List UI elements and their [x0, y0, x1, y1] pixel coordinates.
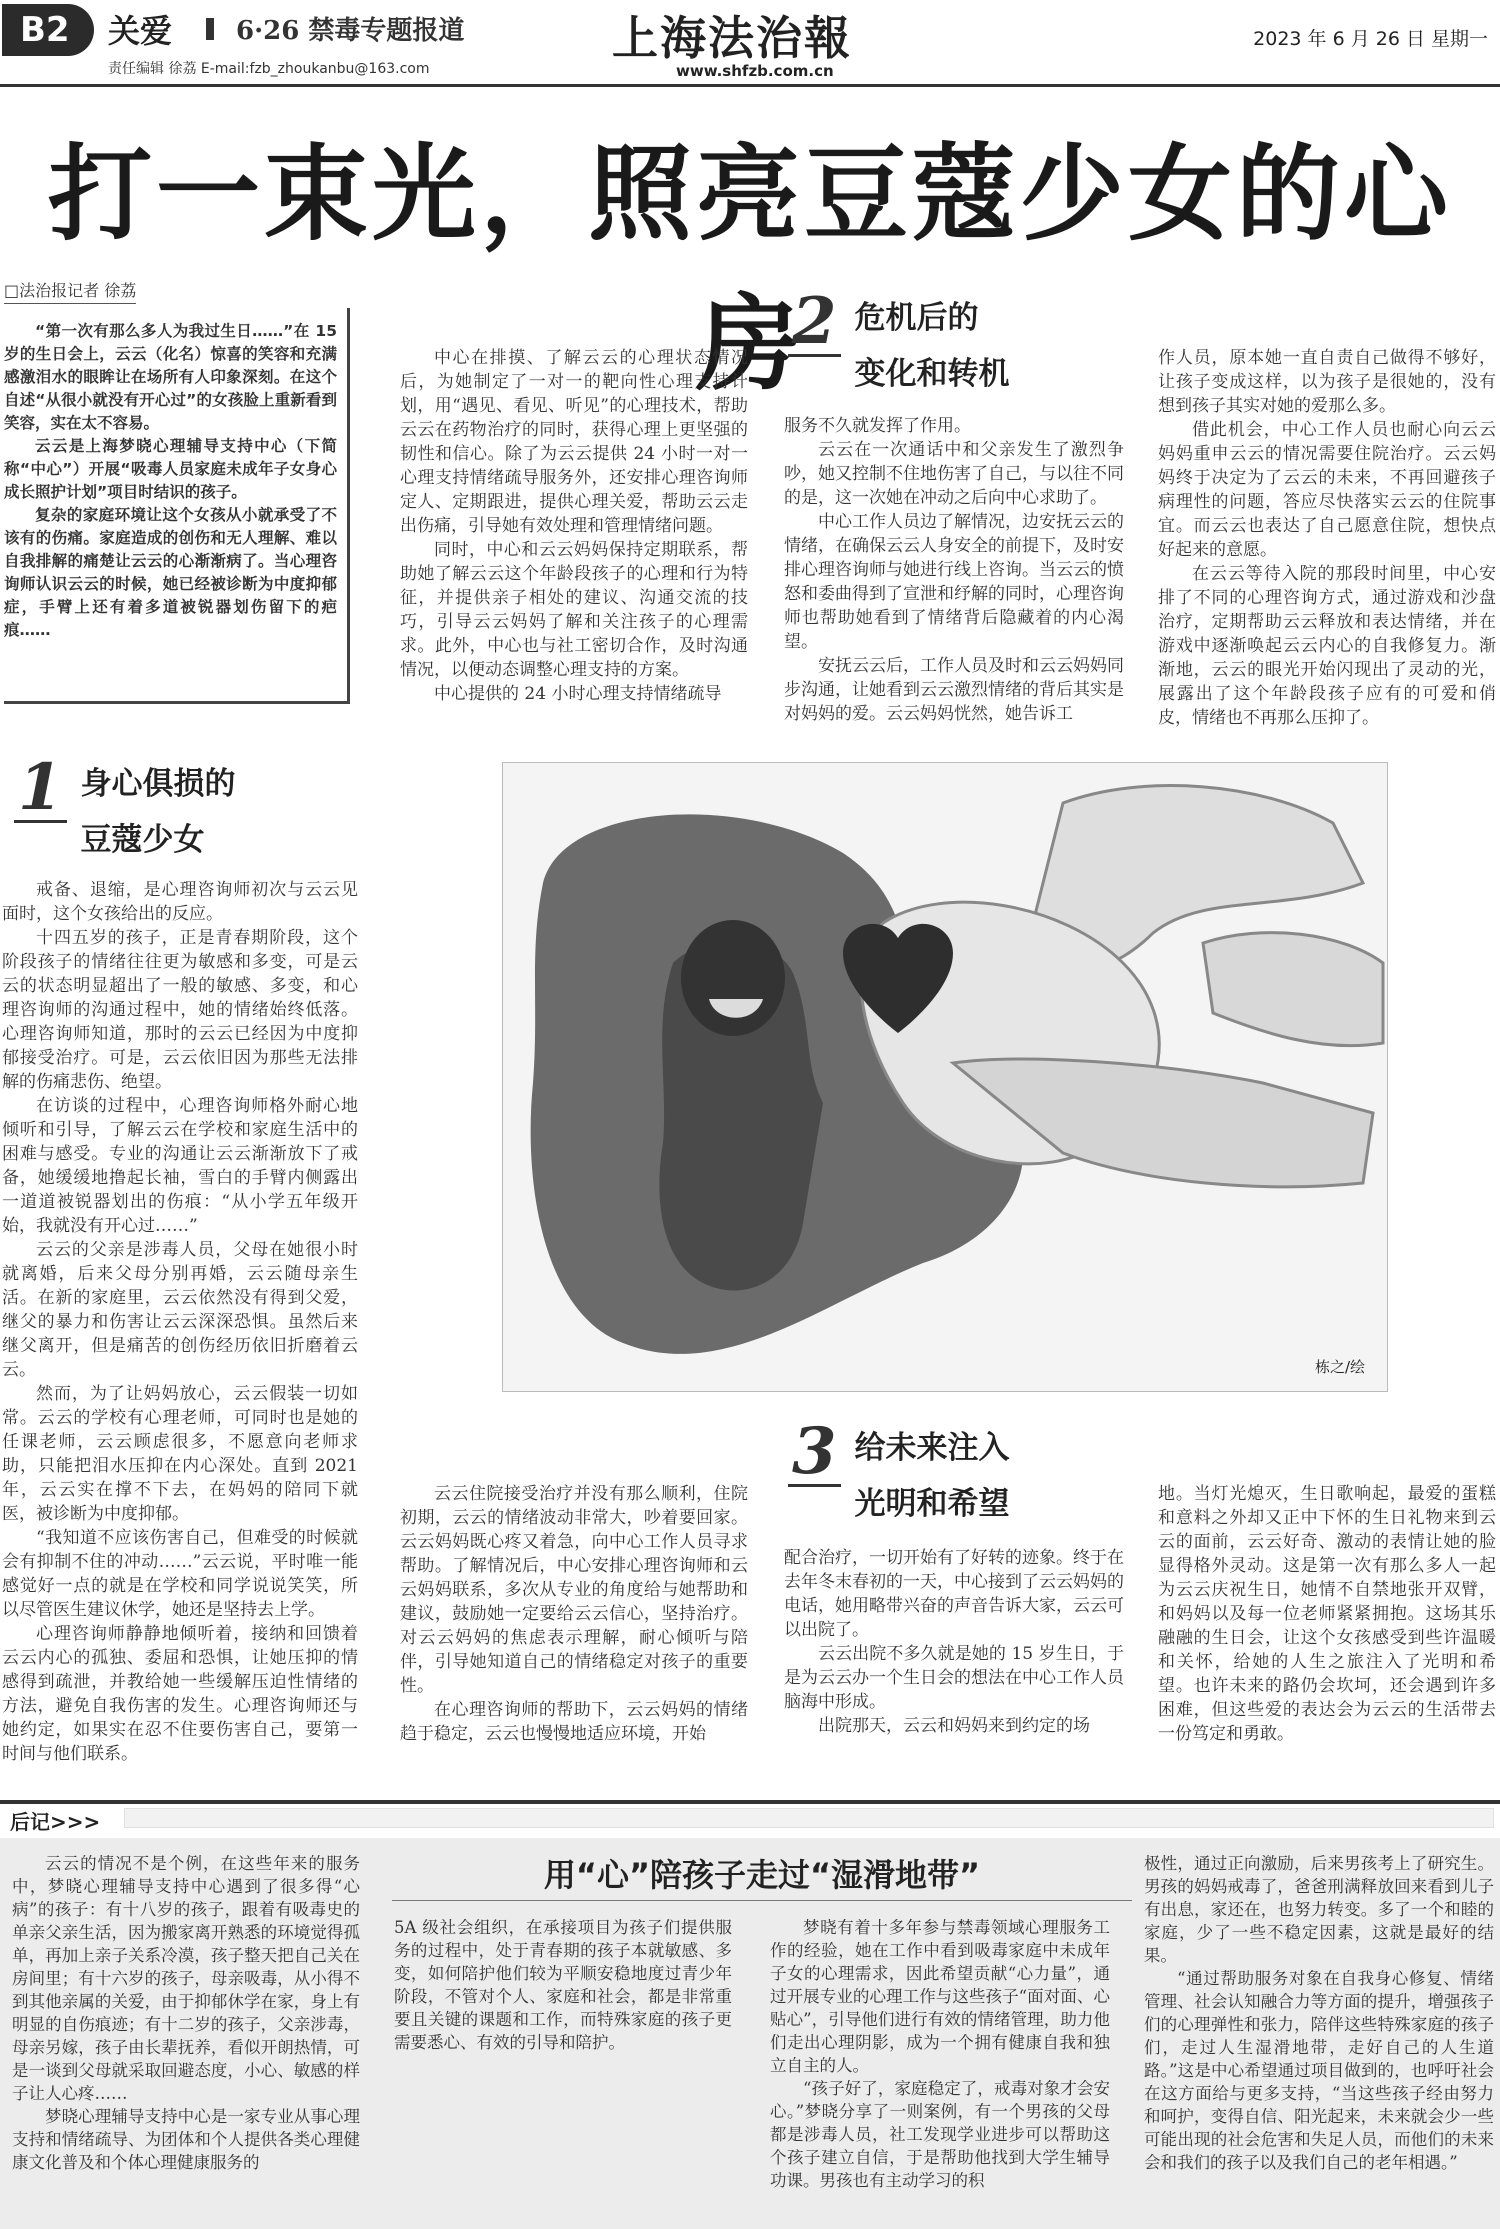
section-1-title-line1: 身心俱损的 — [80, 766, 236, 802]
afterword-column-3 — [770, 1916, 1110, 2192]
body-paragraph: 中心工作人员边了解情况，边安抚云云的情绪，在确保云云人身安全的前提下，及时安排心理咨询师与她进行线上咨询。当云云的愤怒和委曲得到了宣泄和纾解的同时，心理咨询师也帮助她看到了情绪背后隐藏着的内心渴望。 — [784, 512, 1124, 652]
afterword-title-rule — [392, 1900, 1132, 1901]
article-column-2-top — [400, 346, 748, 706]
section-2-title-line2: 变化和转机 — [854, 356, 1010, 392]
lead-paragraph: 云云是上海梦晓心理辅导支持中心（下简称“中心”）开展“吸毒人员家庭未成年子女身心成长照护计划”项目时结识的孩子。 — [4, 437, 337, 501]
illustration-credit: 栋之/绘 — [1314, 1358, 1365, 1376]
issue-date: 2023 年 6 月 26 日 星期一 — [1253, 28, 1488, 50]
article-column-3-bottom — [784, 1546, 1124, 1738]
afterword-label: 后记>>> — [10, 1810, 101, 1834]
article-column-4-top — [1158, 346, 1496, 730]
body-paragraph: 在云云等待入院的那段时间里，中心安排了不同的心理咨询方式，通过游戏和沙盘治疗，定期帮助云云释放和表达情绪，并在游戏中逐渐唤起云云内心的自我修复力。渐渐地，云云的眼光开始闪现出了灵动的光，展露出了这个年龄段孩子应有的可爱和俏皮，情绪也不再那么压抑了。 — [1158, 564, 1496, 728]
section-1-heading — [14, 750, 236, 868]
section-1-number: 1 — [14, 756, 67, 823]
body-paragraph: 中心提供的 24 小时心理支持情绪疏导 — [434, 684, 722, 704]
lead-summary — [4, 308, 350, 704]
body-paragraph: “通过帮助服务对象在自我身心修复、情绪管理、社会认知融合力等方面的提升，增强孩子们的心理弹性和张力，陪伴这些特殊家庭的孩子们，走过人生湿滑地带，走好自己的人生道路。”这是中心希望通过项目做到的，也呼吁社会在这方面给与更多支持，“当这些孩子经由努力和呵护，变得自信、阳光起来，未来就会少一些可能出现的社会危害和失足人员，而他们的未来会和我们的孩子以及我们自己的老年相遇。” — [1144, 1969, 1494, 2172]
hand-right — [1203, 933, 1383, 1046]
body-paragraph: 云云的情况不是个例，在这些年来的服务中，梦晓心理辅导支持中心遇到了很多得“心病”的孩子：有十八岁的孩子，跟着有吸毒史的单亲父亲生活，因为搬家离开熟悉的环境觉得孤单，再加上亲子关系冷漠，孩子整天把自己关在房间里；有十六岁的孩子，母亲吸毒，从小得不到其他亲属的关爱，由于抑郁休学在家，身上有明显的自伤痕迹；有十二岁的孩子，父亲涉毒，母亲另嫁，孩子由长辈抚养，看似开朗热情，可是一谈到父母就采取回避态度，小心、敏感的样子让人心疼…… — [12, 1854, 360, 2103]
body-paragraph: 云云在一次通话中和父亲发生了激烈争吵，她又控制不住地伤害了自己，与以往不同的是，这一次她在冲动之后向中心求助了。 — [784, 440, 1124, 508]
afterword-column-4 — [1144, 1852, 1494, 2174]
website-link[interactable]: www.shfzb.com.cn — [676, 62, 834, 80]
article-headline: 打一束光，照亮豆蔻少女的心房 — [47, 133, 1452, 405]
body-paragraph: 心理咨询师静静地倾听着，接纳和回馈着云云内心的孤独、委屈和恐惧，让她压抑的情感得到疏泄，并教给她一些缓解压迫性情绪的方法，避免自我伤害的发生。心理咨询师还与她约定，如果实在忍不住要伤害自己，要第一时间与他们联系。 — [2, 1624, 358, 1764]
body-paragraph: 梦晓心理辅导支持中心是一家专业从事心理支持和情绪疏导、为团体和个人提供各类心理健康文化普及和个体心理健康服务的 — [12, 2107, 360, 2172]
afterword-title: 用“心”陪孩子走过“湿滑地带” — [543, 1856, 981, 1894]
body-paragraph: 云云出院不多久就是她的 15 岁生日，于是为云云办一个生日会的想法在中心工作人员脑海中形成。 — [784, 1644, 1124, 1712]
body-paragraph: 同时，中心和云云妈妈保持定期联系，帮助她了解云云这个年龄段孩子的心理和行为特征，并提供亲子相处的建议、沟通交流的技巧，引导云云妈妈了解和关注孩子的心理需求。此外，中心也与社工密切合作，及时沟通情况，以便动态调整心理支持的方案。 — [400, 540, 748, 680]
afterword-column-2 — [394, 1916, 732, 2054]
girl-head — [681, 920, 785, 1036]
newspaper-masthead: 上海法治報 — [612, 11, 852, 65]
body-paragraph: 云云的父亲是涉毒人员，父母在她很小时就离婚，后来父母分别再婚，云云随母亲生活。在新的家庭里，云云依然没有得到父爱，继父的暴力和伤害让云云深深恐惧。虽然后来继父离开，但是痛苦的创伤经历依旧折磨着云云。 — [2, 1240, 358, 1380]
lead-paragraph: “第一次有那么多人为我过生日……”在 15 岁的生日会上，云云（化名）惊喜的笑容和充满感激泪水的眼眸让在场所有人印象深刻。在这个自述“从很小就没有开心过”的女孩脸上重新看到笑容，实在太不容易。 — [4, 322, 337, 432]
afterword-column-1 — [12, 1852, 360, 2174]
lead-paragraph: 复杂的家庭环境让这个女孩从小就承受了不该有的伤痛。家庭造成的创伤和无人理解、难以自我排解的痛楚让云云的心渐渐病了。当心理咨询师认识云云的时候，她已经被诊断为中度抑郁症，手臂上还有着多道被锐器划伤留下的疤痕…… — [4, 506, 337, 639]
article-column-4-bottom — [1158, 1482, 1496, 1746]
section-2-heading — [788, 284, 1010, 402]
header-rule — [0, 84, 1500, 87]
body-paragraph: “孩子好了，家庭稳定了，戒毒对象才会安心。”梦晓分享了一则案例，有一个男孩的父母都是涉毒人员，社工发现学业进步可以帮助这个孩子建立自信，于是帮助他找到大学生辅导功课。男孩也有主动学习的积 — [770, 2079, 1110, 2190]
body-paragraph: 借此机会，中心工作人员也耐心向云云妈妈重申云云的情况需要住院治疗。云云妈妈终于决定为了云云的未来，不再回避孩子病理性的问题，答应尽快落实云云的住院事宜。而云云也表达了自己愿意住院，想快点好起来的意愿。 — [1158, 420, 1496, 560]
section-name: 关爱 — [108, 12, 173, 50]
body-paragraph: 地。当灯光熄灭，生日歌响起，最爱的蛋糕和意料之外却又正中下怀的生日礼物来到云云的面前，云云好奇、激动的表情让她的脸显得格外灵动。这是第一次有那么多人一起为云云庆祝生日，她情不自禁地张开双臂，和妈妈以及每一位老师紧紧拥抱。这场其乐融融的生日会，让这个女孩感受到些许温暖和关怀，给她的人生之旅注入了光明和希望。也许未来的路仍会坎坷，还会遇到许多困难，但这些爱的表达会为云云的生活带去一份笃定和勇敢。 — [1158, 1484, 1496, 1744]
body-paragraph: 服务不久就发挥了作用。 — [784, 416, 971, 436]
page-number-badge: B2 — [2, 4, 94, 56]
body-paragraph: 戒备、退缩，是心理咨询师初次与云云见面时，这个女孩给出的反应。 — [2, 880, 358, 924]
body-paragraph: 十四五岁的孩子，正是青春期阶段，这个阶段孩子的情绪往往更为敏感和多变，可是云云的状态明显超出了一般的敏感、多变，和心理咨询师的沟通过程中，她的情绪始终低落。心理咨询师知道，那时的云云已经因为中度抑郁接受治疗。可是，云云依旧因为那些无法排解的伤痛悲伤、绝望。 — [2, 928, 358, 1092]
section-subtitle: 6·26 禁毒专题报道 — [236, 16, 465, 46]
section-3-title-line1: 给未来注入 — [854, 1430, 1010, 1466]
article-column-3-top — [784, 414, 1124, 726]
section-3-number: 3 — [788, 1420, 841, 1487]
byline: □法治报记者 徐荔 — [4, 278, 136, 304]
section-divider — [206, 18, 214, 40]
body-paragraph: 出院那天，云云和妈妈来到约定的场 — [818, 1716, 1090, 1736]
body-paragraph: “我知道不应该伤害自己，但难受的时候就会有抑制不住的冲动……”云云说，平时唯一能感觉好一点的就是在学校和同学说说笑笑，所以尽管医生建议休学，她还是坚持去上学。 — [2, 1528, 358, 1620]
body-paragraph: 梦晓有着十多年参与禁毒领域心理服务工作的经验，她在工作中看到吸毒家庭中未成年子女的心理需求，因此希望贡献“心力量”，通过开展专业的心理工作与这些孩子“面对面、心贴心”，引导他们进行有效的情绪管理，助力他们走出心理阴影，成为一个拥有健康自我和独立自主的人。 — [770, 1918, 1110, 2075]
body-paragraph: 作人员，原本她一直自责自己做得不够好，让孩子变成这样，以为孩子是很她的，没有想到孩子其实对她的爱那么多。 — [1158, 348, 1496, 416]
section-2-number: 2 — [788, 290, 841, 357]
afterword-bar — [124, 1808, 1494, 1828]
body-paragraph: 极性，通过正向激励，后来男孩考上了研究生。男孩的妈妈戒毒了，爸爸刑满释放回来看到儿子有出息，家还在，也努力转变。多了一个和睦的家庭，少了一些不稳定因素，这就是最好的结果。 — [1144, 1854, 1494, 1965]
illustration-drawing — [503, 763, 1388, 1392]
body-paragraph: 中心在排摸、了解云云的心理状态情况后，为她制定了一对一的靶向性心理支持计划，用“遇见、看见、听见”的心理技术，帮助云云在药物治疗的同时，获得心理上更坚强的韧性和信心。除了为云云提供 24 小时一对一心理支持情绪疏导服务外，还安排心理咨询师定人、定期跟进，提供心理关爱，帮助云云走出伤痛，引导她有效处理和管理情绪问题。 — [400, 348, 748, 536]
section-3-heading — [788, 1414, 1010, 1532]
article-column-1 — [2, 878, 358, 1766]
section-2-title-line1: 危机后的 — [854, 300, 979, 336]
article-column-2-bottom — [400, 1482, 748, 1746]
section-3-title-line2: 光明和希望 — [854, 1486, 1010, 1522]
article-illustration — [502, 762, 1388, 1392]
body-paragraph: 云云住院接受治疗并没有那么顺利，住院初期，云云的情绪波动非常大，吵着要回家。云云妈妈既心疼又着急，向中心工作人员寻求帮助。了解情况后，中心安排心理咨询师和云云妈妈联系，多次从专业的角度给与她帮助和建议，鼓励她一定要给云云信心，坚持治疗。对云云妈妈的焦虑表示理解，耐心倾听与陪伴，引导她知道自己的情绪稳定对孩子的重要性。 — [400, 1484, 748, 1696]
body-paragraph: 5A 级社会组织，在承接项目为孩子们提供服务的过程中，处于青春期的孩子本就敏感、多变，如何陪护他们较为平顺安稳地度过青少年阶段，不管对个人、家庭和社会，都是非常重要且关键的课题和工作，而特殊家庭的孩子更需要悉心、有效的引导和陪护。 — [394, 1918, 732, 2052]
body-paragraph: 安抚云云后，工作人员及时和云云妈妈同步沟通，让她看到云云激烈情绪的背后其实是对妈妈的爱。云云妈妈恍然，她告诉工 — [784, 656, 1124, 724]
body-paragraph: 然而，为了让妈妈放心，云云假装一切如常。云云的学校有心理老师，可同时也是她的任课老师，云云顾虑很多，不愿意向老师求助，只能把泪水压抑在内心深处。直到 2021 年，云云实在撑不下去，在妈妈的陪同下就医，被诊断为中度抑郁。 — [2, 1384, 358, 1524]
body-paragraph: 在心理咨询师的帮助下，云云妈妈的情绪趋于稳定，云云也慢慢地适应环境，开始 — [400, 1700, 748, 1744]
editor-credit: 责任编辑 徐荔 E-mail:fzb_zhoukanbu@163.com — [108, 61, 430, 77]
body-paragraph: 配合治疗，一切开始有了好转的迹象。终于在去年冬末春初的一天，中心接到了云云妈妈的电话，她用略带兴奋的声音告诉大家，云云可以出院了。 — [784, 1548, 1124, 1640]
section-1-title-line2: 豆蔻少女 — [80, 822, 205, 858]
body-paragraph: 在访谈的过程中，心理咨询师格外耐心地倾听和引导，了解云云在学校和家庭生活中的困难与感受。专业的沟通让云云渐渐放下了戒备，她缓缓地撸起长袖，雪白的手臂内侧露出一道道被锐器划出的伤痕：“从小学五年级开始，我就没有开心过……” — [2, 1096, 358, 1236]
